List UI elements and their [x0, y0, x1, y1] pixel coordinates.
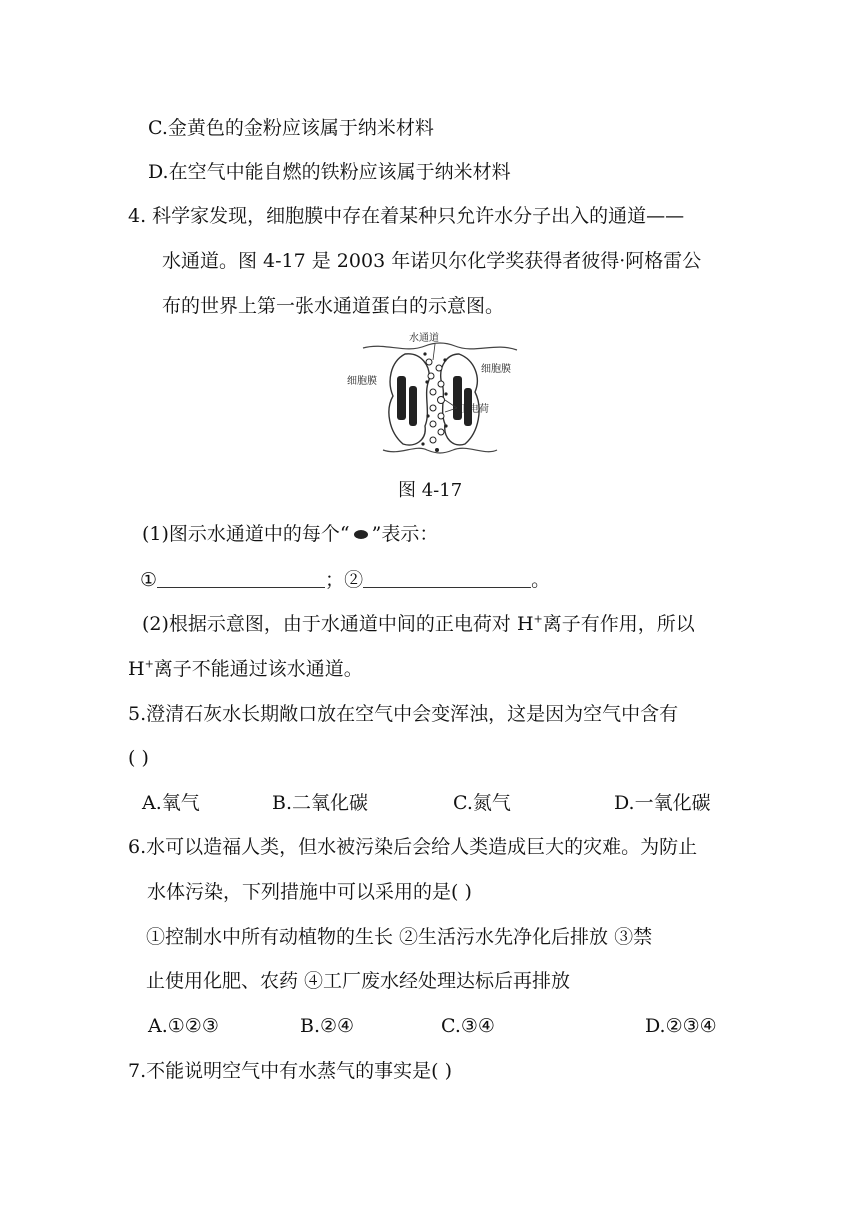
blank-end: 。 [531, 569, 551, 591]
q5-option-b: B.二氧化碳 [272, 792, 369, 814]
q4-sub1-suffix: ”表示： [371, 523, 439, 545]
q4-stem-line1: 4. 科学家发现，细胞膜中存在着某种只允许水分子出入的通道—— [128, 205, 685, 227]
q4-blanks-row [140, 566, 550, 594]
q5-option-d: D.一氧化碳 [614, 792, 711, 814]
q4-stem-line3: 布的世界上第一张水通道蛋白的示意图。 [162, 295, 505, 317]
blank2-mark: ② [344, 569, 364, 591]
label-membrane-right: 细胞膜 [481, 364, 511, 375]
q4-sub2-line2-a: H [128, 658, 145, 680]
q4-sub2-line2 [128, 655, 363, 683]
q5-stem-line1: 5.澄清石灰水长期敞口放在空气中会变浑浊，这是因为空气中含有 [128, 703, 679, 725]
q4-stem-line2: 水通道。图 4-17 是 2003 年诺贝尔化学奖获得者彼得·阿格雷公 [162, 250, 702, 272]
q4-sub2-line1 [142, 610, 695, 638]
q4-sub1-prefix: (1)图示水通道中的每个“ [142, 523, 350, 545]
figure-caption: 图 4-17 [398, 480, 463, 501]
q4-sub2-line2-b: 离子不能通过该水通道。 [153, 658, 363, 680]
q4-sub1 [142, 520, 438, 548]
answer-blank-1[interactable] [157, 567, 325, 588]
q6-option-c: C.③④ [441, 1015, 495, 1037]
label-positive-charge: 正电荷 [459, 404, 489, 415]
q5-answer-paren: ( ) [128, 747, 149, 769]
q4-sub2-line2-sup: + [144, 657, 154, 671]
label-membrane-left: 细胞膜 [347, 376, 377, 387]
answer-blank-2[interactable] [363, 567, 531, 588]
q3-option-c: C.金黄色的金粉应该属于纳米材料 [148, 117, 434, 139]
q6-measures-line2: 止使用化肥、农药 ④工厂废水经处理达标后再排放 [146, 970, 571, 992]
blank-separator: ； [325, 569, 345, 591]
q6-measures-line1: ①控制水中所有动植物的生长 ②生活污水先净化后排放 ③禁 [146, 926, 653, 948]
q6-option-b: B.②④ [300, 1015, 355, 1037]
q4-sub2-sup: + [533, 612, 543, 626]
q6-option-a: A.①②③ [148, 1015, 219, 1037]
label-water-channel: 水通道 [409, 333, 439, 344]
water-channel-figure [345, 332, 525, 468]
q4-sub2-text-b: 离子有作用，所以 [542, 613, 695, 635]
q7-stem: 7.不能说明空气中有水蒸气的事实是( ) [128, 1060, 452, 1082]
blank1-mark: ① [140, 569, 158, 591]
q5-option-c: C.氮气 [453, 792, 511, 814]
q4-sub2-text-a: (2)根据示意图，由于水通道中间的正电荷对 H [142, 613, 534, 635]
water-molecule-icon [354, 530, 368, 539]
q6-option-d: D.②③④ [645, 1015, 717, 1037]
q5-option-a: A.氧气 [142, 792, 200, 814]
q6-stem-line1: 6.水可以造福人类，但水被污染后会给人类造成巨大的灾难。为防止 [128, 836, 698, 858]
q6-stem-line2: 水体污染，下列措施中可以采用的是( ) [147, 881, 472, 903]
q3-option-d: D.在空气中能自燃的铁粉应该属于纳米材料 [148, 161, 511, 183]
